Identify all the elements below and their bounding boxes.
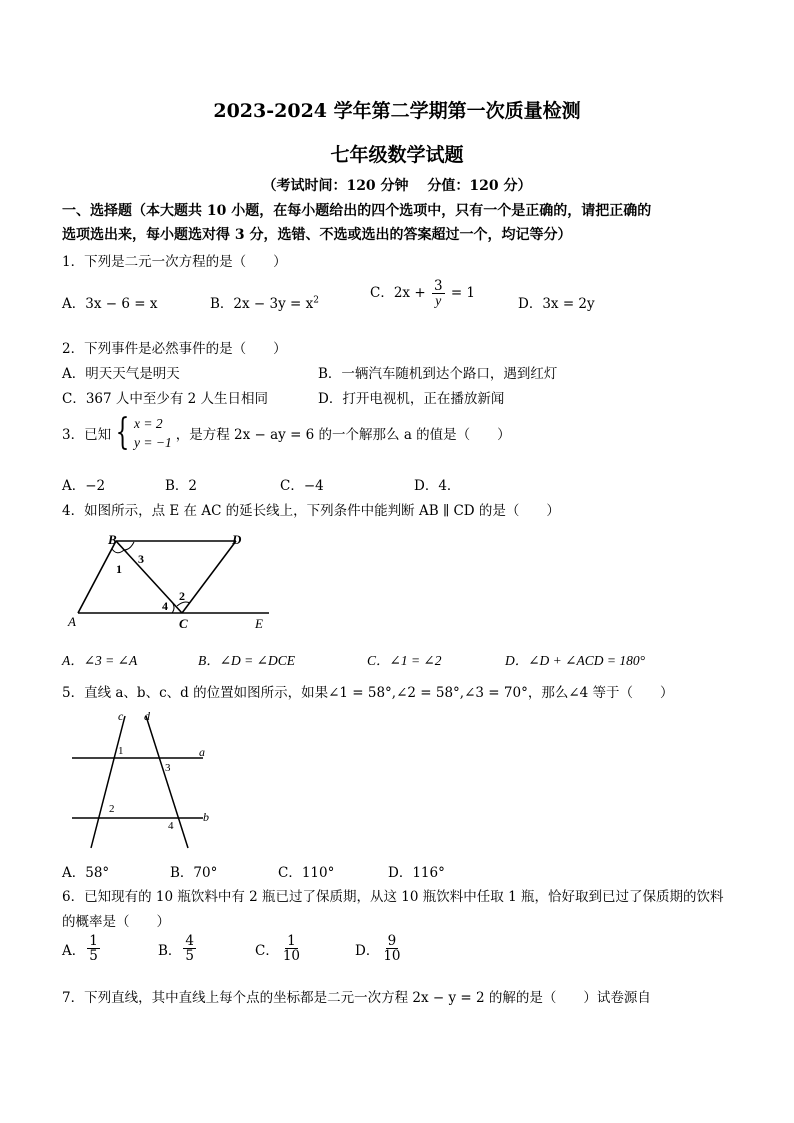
q6-option-c xyxy=(255,934,355,963)
label-angle-3: 3 xyxy=(165,762,171,774)
q6-option-d xyxy=(355,934,405,963)
label-A: A xyxy=(68,614,76,629)
line-cd xyxy=(182,541,236,613)
q4-figure xyxy=(64,528,279,633)
q6-option-b-fraction xyxy=(183,934,196,963)
q3-eq2: y = −1 xyxy=(134,435,172,450)
q6-a-num: 1 xyxy=(89,933,98,949)
q3-option-c: C．−4 xyxy=(280,478,324,494)
q6-option-c-label: C． xyxy=(255,942,279,959)
q3-prefix: 3．已知 xyxy=(62,427,112,443)
q6-options xyxy=(62,934,405,963)
label-angle-4: 4 xyxy=(168,820,174,832)
q1-option-c xyxy=(370,279,475,308)
q3-eq1: x = 2 xyxy=(134,416,163,431)
q3-system xyxy=(134,414,172,452)
q2-option-a: A．明天天气是明天 xyxy=(62,366,180,382)
q6-stem-line1: 6．已知现有的 10 瓶饮料中有 2 瓶已过了保质期，从这 10 瓶饮料中任取 1 瓶，恰好取到已过了保质期的饮料 xyxy=(62,889,724,905)
q1-option-c-post: = 1 xyxy=(450,285,476,302)
q6-c-den: 10 xyxy=(282,948,301,965)
section-heading-line1: 一、选择题（本大题共 10 小题，在每小题给出的四个选项中，只有一个是正确的，请把正确的 xyxy=(62,203,652,219)
label-d: d xyxy=(144,709,150,723)
exam-subtitle: 七年级数学试题 xyxy=(330,144,464,166)
q6-option-c-fraction xyxy=(281,934,302,963)
angle-arc-1 xyxy=(112,549,124,553)
q1-option-b-exponent: 2 xyxy=(313,295,319,306)
label-angle-3: 3 xyxy=(138,552,144,566)
q3-option-b: B．2 xyxy=(165,478,198,494)
q6-a-den: 5 xyxy=(89,948,98,965)
q4-option-b: B．∠D = ∠DCE xyxy=(198,653,295,668)
section-heading-line2: 选项选出来，每小题选对得 3 分，选错、不选或选出的答案超过一个，均记等分） xyxy=(62,227,572,243)
label-angle-2: 2 xyxy=(179,589,185,603)
line-ab xyxy=(78,541,116,613)
label-E: E xyxy=(255,616,263,631)
label-c: c xyxy=(118,709,124,723)
q5-option-d: D．116° xyxy=(388,865,445,881)
q3-suffix: ，是方程 2x − ay = 6 的一个解那么 a 的值是（ ） xyxy=(175,427,511,443)
q5-option-c: C．110° xyxy=(278,865,335,881)
q6-option-d-fraction xyxy=(381,934,402,963)
q6-b-den: 5 xyxy=(185,948,195,965)
q5-figure xyxy=(68,708,223,853)
label-angle-1: 1 xyxy=(118,745,124,757)
q5-stem: 5．直线 a、b、c、d 的位置如图所示，如果∠1 = 58°,∠2 = 58°,∠3 = 70°，那么∠4 等于（ ） xyxy=(62,685,674,701)
q2-option-b: B．一辆汽车随机到达个路口，遇到红灯 xyxy=(318,366,558,382)
q6-d-den: 10 xyxy=(383,948,401,965)
q6-b-num: 4 xyxy=(185,933,195,949)
q1-option-c-pre: C．2x + xyxy=(370,285,426,302)
q1-option-d: D．3x = 2y xyxy=(518,296,595,312)
q6-option-d-label: D． xyxy=(355,942,380,959)
q1-option-b-text: B．2x − 3y = x xyxy=(210,296,314,312)
q3-brace: { xyxy=(115,412,130,453)
label-C: C xyxy=(179,616,188,631)
exam-title: 2023-2024 学年第二学期第一次质量检测 xyxy=(213,100,581,122)
q1-option-b xyxy=(210,292,319,312)
q2-option-c: C．367 人中至少有 2 人生日相同 xyxy=(62,391,269,407)
q4-option-d: D．∠D + ∠ACD = 180° xyxy=(505,653,645,668)
q2-stem: 2．下列事件是必然事件的是（ ） xyxy=(62,341,287,357)
q6-option-b xyxy=(158,934,255,963)
q6-option-a-fraction xyxy=(87,934,100,963)
q4-option-c: C．∠1 = ∠2 xyxy=(367,653,442,668)
q1-option-c-fraction xyxy=(432,279,445,308)
label-angle-2: 2 xyxy=(109,803,115,815)
label-angle-1: 1 xyxy=(116,562,122,576)
line-c xyxy=(91,716,125,848)
q1-c-numerator: 3 xyxy=(433,278,443,294)
q1-c-denominator: y xyxy=(435,293,442,309)
q1-stem: 1．下列是二元一次方程的是（ ） xyxy=(62,254,287,270)
q6-option-a xyxy=(62,934,158,963)
angle-arc-3 xyxy=(124,542,134,550)
q6-option-a-label: A． xyxy=(62,942,86,959)
label-a: a xyxy=(199,745,205,759)
q6-option-b-label: B． xyxy=(158,942,182,959)
label-angle-4: 4 xyxy=(162,599,168,613)
q1-option-a: A．3x − 6 = x xyxy=(62,296,158,312)
label-b: b xyxy=(203,810,209,824)
q6-c-num: 1 xyxy=(287,933,296,949)
q2-option-d: D．打开电视机，正在播放新闻 xyxy=(318,391,505,407)
q3-stem xyxy=(62,414,511,452)
q4-stem: 4．如图所示，点 E 在 AC 的延长线上，下列条件中能判断 AB ∥ CD 的是（ ） xyxy=(62,503,560,519)
q5-option-b: B．70° xyxy=(170,865,218,881)
line-d xyxy=(146,716,188,848)
exam-info: （考试时间：120 分钟 分值：120 分） xyxy=(262,178,532,194)
q3-option-d: D．4． xyxy=(414,478,461,494)
q7-stem: 7．下列直线，其中直线上每个点的坐标都是二元一次方程 2x − y = 2 的解的是（ ）试卷源自 xyxy=(62,990,651,1006)
q5-option-a: A．58° xyxy=(62,865,110,881)
q6-stem-line2: 的概率是（ ） xyxy=(62,914,170,930)
q3-option-a: A．−2 xyxy=(62,478,106,494)
label-D: D xyxy=(232,532,242,547)
label-B: B xyxy=(108,532,117,547)
q4-option-a: A．∠3 = ∠A xyxy=(62,653,138,668)
q6-d-num: 9 xyxy=(387,933,397,949)
